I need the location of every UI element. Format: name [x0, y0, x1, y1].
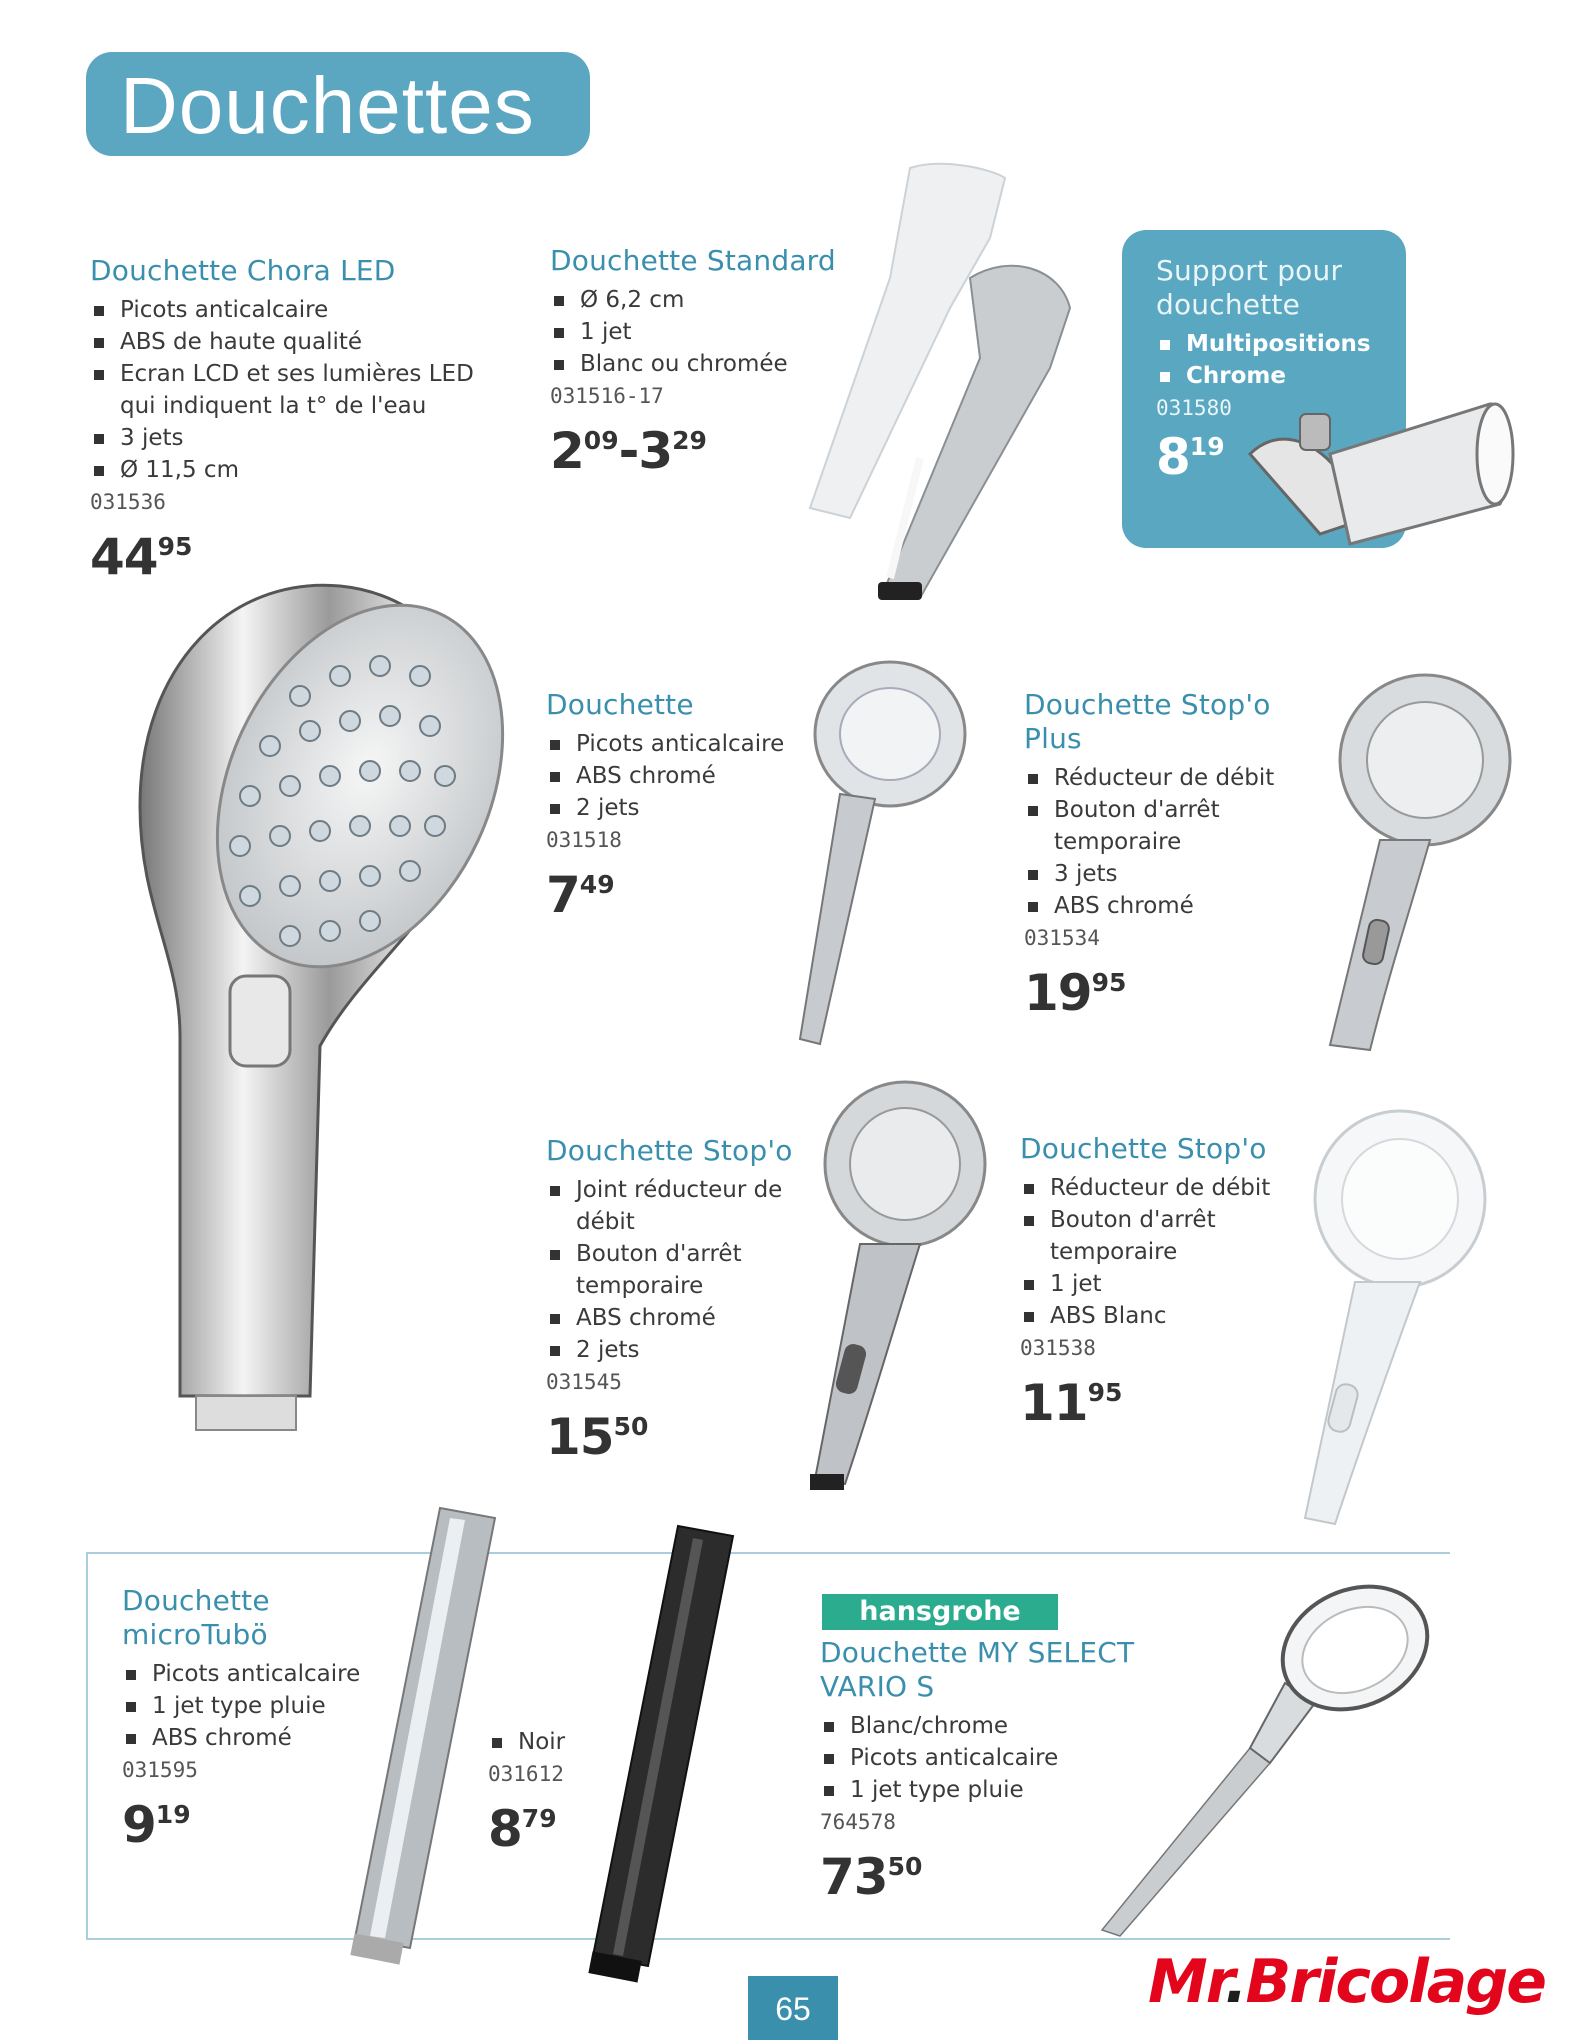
- page-title-banner: [86, 52, 590, 156]
- feature-item: 1 jet type pluie: [122, 1690, 422, 1722]
- product-stopo-blanc: [1020, 1132, 1280, 1432]
- feature-item: Bouton d'arrêt temporaire: [1020, 1204, 1280, 1268]
- product-ref: 031534: [1024, 926, 1100, 950]
- product-chora-led: [90, 254, 510, 586]
- feature-item: Picots anticalcaire: [90, 294, 510, 326]
- stopo-chrome-image: [790, 1074, 1000, 1494]
- product-title: Douchette Stop'o: [1020, 1132, 1267, 1165]
- product-ref: 031538: [1020, 1336, 1096, 1360]
- feature-item: Picots anticalcaire: [122, 1658, 422, 1690]
- feature-item: Chrome: [1156, 360, 1396, 392]
- feature-item: ABS chromé: [122, 1722, 422, 1754]
- chora-shower-image: [120, 576, 500, 1476]
- feature-item: 3 jets: [1024, 858, 1284, 890]
- product-ref: 031595: [122, 1758, 198, 1782]
- stopo-plus-image: [1300, 670, 1530, 1060]
- microtubo-chrome-image: [310, 1508, 510, 1968]
- product-title: Douchette Standard: [550, 244, 836, 277]
- feature-item: Blanc/chrome: [820, 1710, 1180, 1742]
- page-number: 65: [748, 1976, 838, 2040]
- feature-item: ABS Blanc: [1020, 1300, 1280, 1332]
- shower-holder-image: [1240, 394, 1520, 564]
- page-title: Douchettes: [120, 61, 535, 150]
- microtubo-noir-image: [548, 1526, 748, 1986]
- standard-shower-image: [790, 158, 1090, 618]
- product-price: $11^{95}$: [1020, 1374, 1123, 1432]
- product-price: $2^{09}-3^{29}$: [550, 422, 707, 480]
- product-ref: 031580: [1156, 396, 1232, 420]
- feature-item: Noir: [488, 1726, 648, 1758]
- feature-item: 1 jet type pluie: [820, 1774, 1180, 1806]
- feature-item: Blanc ou chromée: [550, 348, 870, 380]
- feature-item: Ecran LCD et ses lumières LED qui indiquent la t° de l'eau: [90, 358, 510, 422]
- product-title: Douchette: [546, 688, 694, 721]
- feature-item: Réducteur de débit: [1020, 1172, 1280, 1204]
- product-title: Support pour douchette: [1156, 254, 1343, 321]
- feature-item: Picots anticalcaire: [546, 728, 806, 760]
- product-ref: 031612: [488, 1762, 564, 1786]
- hansgrohe-brand-label: hansgrohe: [822, 1594, 1058, 1630]
- feature-list: [1020, 1172, 1280, 1332]
- feature-item: ABS chromé: [546, 760, 806, 792]
- product-price: $7^{49}$: [546, 866, 615, 924]
- product-price: $44^{95}$: [90, 528, 193, 586]
- product-ref: 764578: [820, 1810, 896, 1834]
- mr-bricolage-logo: Mr.Bricolage: [1148, 1947, 1545, 2017]
- product-stopo-chrome: [546, 1134, 806, 1466]
- feature-item: Bouton d'arrêt temporaire: [546, 1238, 806, 1302]
- feature-item: Réducteur de débit: [1024, 762, 1284, 794]
- feature-item: Ø 6,2 cm: [550, 284, 870, 316]
- product-price: $19^{95}$: [1024, 964, 1127, 1022]
- feature-item: ABS chromé: [1024, 890, 1284, 922]
- stopo-blanc-image: [1270, 1104, 1500, 1534]
- product-douchette: [546, 688, 806, 924]
- feature-item: ABS de haute qualité: [90, 326, 510, 358]
- feature-list: [546, 1174, 806, 1366]
- product-title: Douchette MY SELECT VARIO S: [820, 1636, 1135, 1703]
- feature-item: Bouton d'arrêt temporaire: [1024, 794, 1284, 858]
- feature-item: Picots anticalcaire: [820, 1742, 1180, 1774]
- feature-item: 2 jets: [546, 792, 806, 824]
- feature-item: Joint réducteur de débit: [546, 1174, 806, 1238]
- feature-item: 1 jet: [1020, 1268, 1280, 1300]
- product-price: $15^{50}$: [546, 1408, 649, 1466]
- feature-list: [1024, 762, 1284, 922]
- feature-list: [90, 294, 510, 486]
- feature-item: 1 jet: [550, 316, 870, 348]
- feature-list: [1156, 328, 1396, 392]
- douchette-image: [780, 654, 970, 1054]
- feature-item: 3 jets: [90, 422, 510, 454]
- feature-item: 2 jets: [546, 1334, 806, 1366]
- product-ref: 031518: [546, 828, 622, 852]
- product-price: $8^{79}$: [488, 1800, 557, 1858]
- product-ref: 031536: [90, 490, 166, 514]
- product-stopo-plus: [1024, 688, 1284, 1022]
- product-price: $9^{19}$: [122, 1796, 191, 1854]
- feature-item: ABS chromé: [546, 1302, 806, 1334]
- product-title: Douchette Stop'o: [546, 1134, 793, 1167]
- feature-list: [546, 728, 806, 824]
- product-ref: 031516-17: [550, 384, 664, 408]
- product-title: Douchette Chora LED: [90, 254, 396, 287]
- feature-item: Ø 11,5 cm: [90, 454, 510, 486]
- product-title: Douchette Stop'o Plus: [1024, 688, 1271, 755]
- feature-item: Multipositions: [1156, 328, 1396, 360]
- product-title: Douchette microTubö: [122, 1584, 270, 1651]
- product-ref: 031545: [546, 1370, 622, 1394]
- product-price: $8^{19}$: [1156, 428, 1225, 486]
- myselect-image: [1100, 1578, 1430, 1938]
- product-price: $73^{50}$: [820, 1848, 923, 1906]
